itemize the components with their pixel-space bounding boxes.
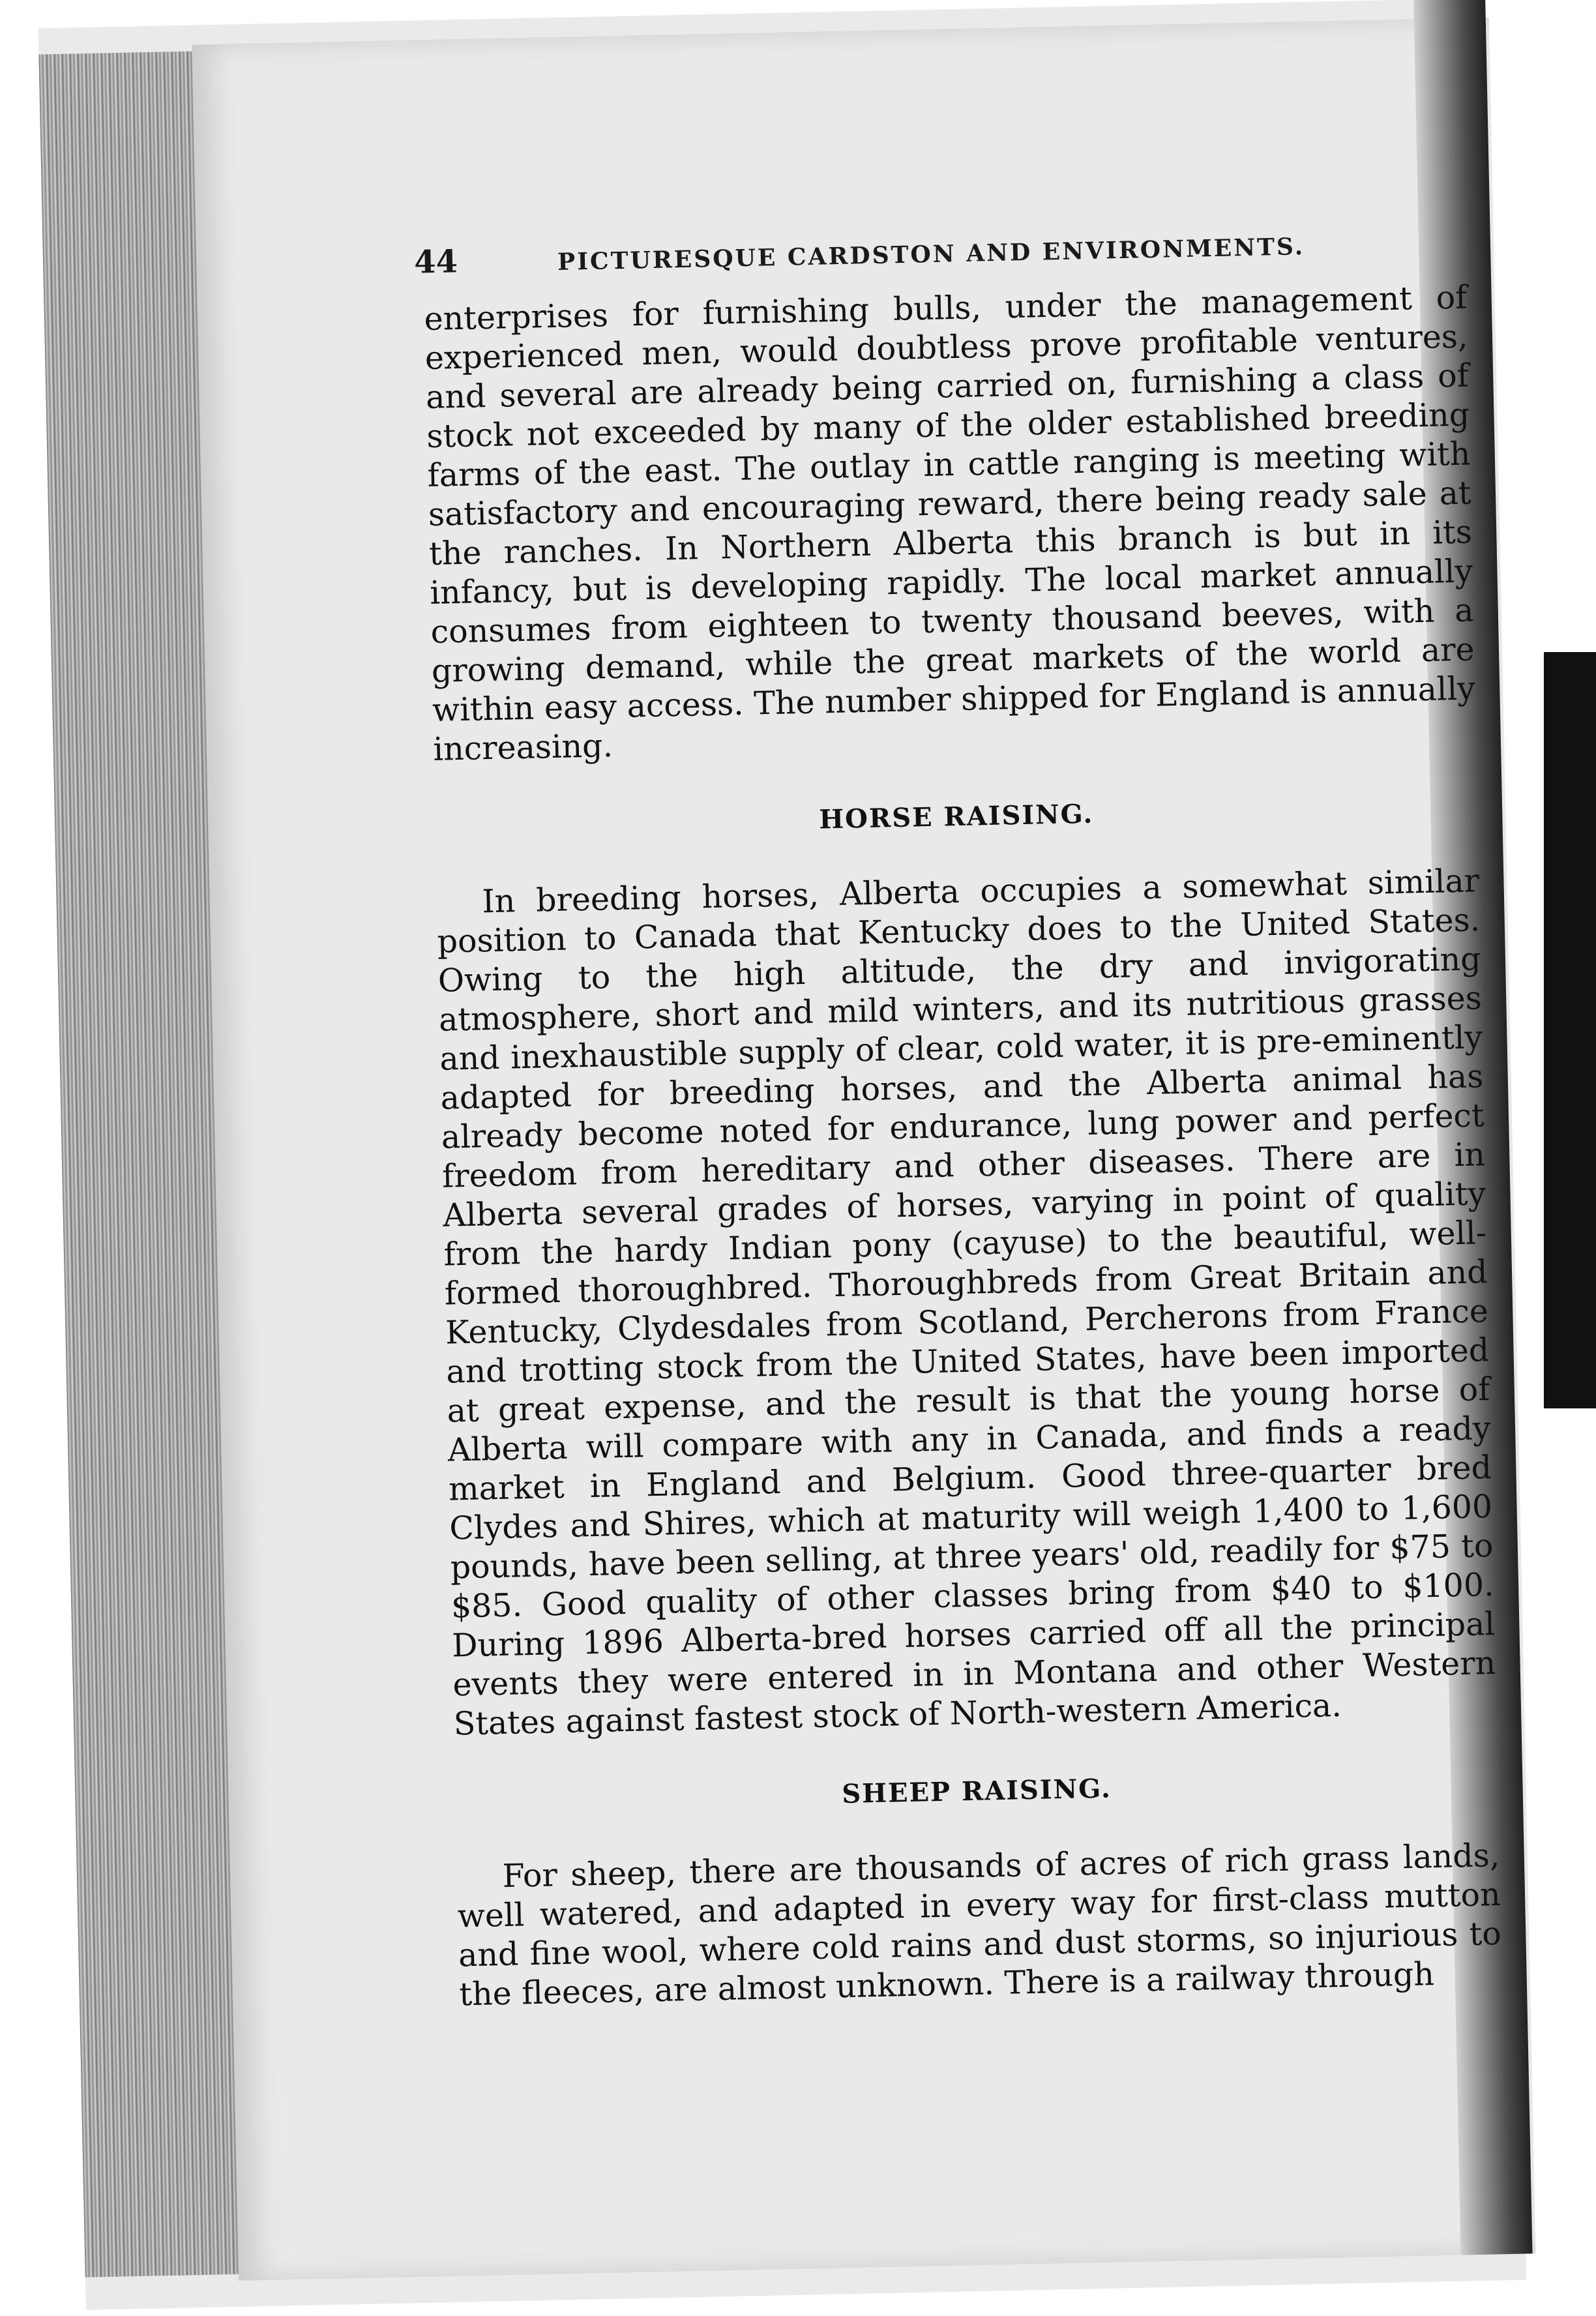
section-heading-sheep-raising: SHEEP RAISING.	[841, 1773, 1112, 1810]
section-heading-horse-raising: HORSE RAISING.	[818, 798, 1094, 835]
running-title: PICTURESQUE CARDSTON AND ENVIRONMENTS.	[557, 233, 1305, 276]
paragraph-sheep-raising: For sheep, there are thousands of acres of rich grass lands, well watered, and adapted in every way for first-class mutton and fine wool, where cold rains and dust storms, so injurious to the fleeces, are almost unknown. There is a railway through	[457, 1836, 1502, 2013]
page-body	[424, 278, 1503, 2014]
page-number: 44	[413, 243, 458, 281]
paragraph-continuation: enterprises for furnishing bulls, under the management of experienced men, would doubtless prove profitable ventures, and several are already being carried on, furnishing a class of stock not exceeded by many of the older established breeding farms of the east. The outlay in cattle ranging is meeting with satisfactory and encouraging reward, there being ready sale at the ranches. In Northern Alberta this branch is but in its infancy, but is developing rapidly. The local market annually consumes from eighteen to twenty thousand beeves, with a growing demand, while the great markets of the world are within easy access. The number shipped for England is annually increasing.	[424, 278, 1476, 768]
scan-edge-marker	[1544, 652, 1596, 1408]
paragraph-horse-raising: In breeding horses, Alberta occupies a somewhat similar position to Canada that Kentucky does to the United States. Owing to the high altitude, the dry and invigorating atmosphere, short and mild winters, and its nutritious grasses and inexhaustible supply of clear, cold water, it is pre-eminently adapted for breeding horses, and the Alberta animal has already become noted for endurance, lung power and perfect freedom from hereditary and other diseases. There are in Alberta several grades of horses, varying in point of quality from the hardy Indian pony (cayuse) to the beautiful, well-formed thoroughbred. Thoroughbreds from Great Britain and Kentucky, Clydesdales from Scotland, Percherons from France and trotting stock from the United States, have been imported at great expense, and the result is that the young horse of Alberta will compare with any in Canada, and finds a ready market in England and Belgium. Good three-quarter bred Clydes and Shires, which at maturity will weigh 1,400 to 1,600 pounds, have been selling, at three years' old, readily for $75 to $85. Good quality of other classes bring from $40 to $100. During 1896 Alberta-bred horses carried off all the principal events they were entered in in Montana and other Western States against fastest stock of North-western America.	[437, 862, 1496, 1743]
